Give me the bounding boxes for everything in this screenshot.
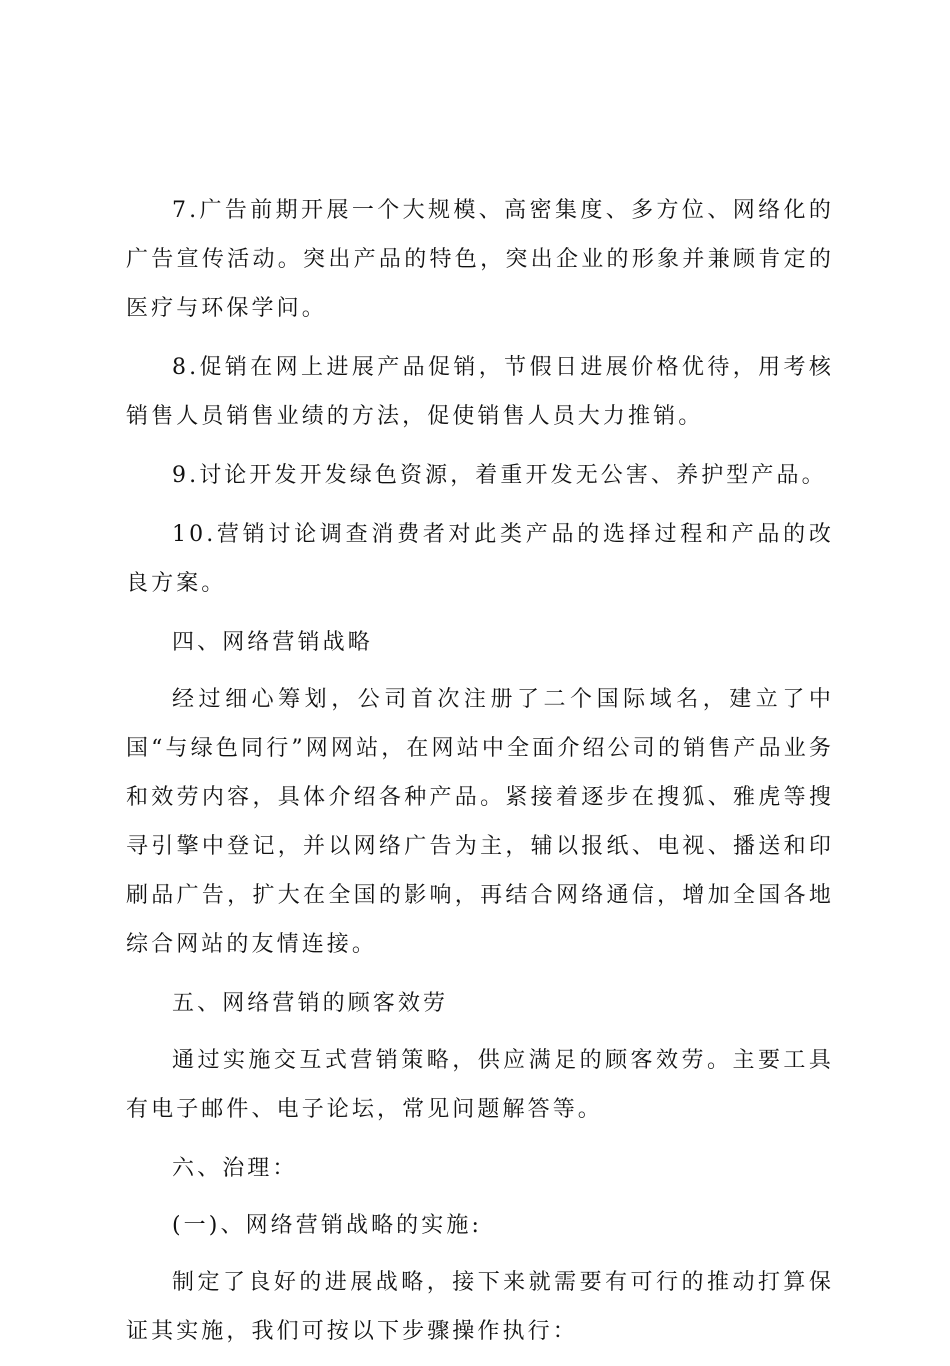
document-body: [126, 186, 834, 1366]
paragraph-network-strategy: 经过细心筹划，公司首次注册了二个国际域名，建立了中国“与绿色同行”网网站，在网站中全面介绍公司的销售产品业务和效劳内容，具体介绍各种产品。紧接着逐步在搜狐、雅虎等搜寻引擎中登记，并以网络广告为主，辅以报纸、电视、播送和印刷品广告，扩大在全国的影响，再结合网络通信，增加全国各地综合网站的友情连接。: [126, 687, 834, 957]
section-heading-customer-service: 五、网络营销的顾客效劳: [172, 991, 449, 1016]
section-heading-network-strategy: 四、网络营销战略: [172, 630, 373, 655]
paragraph-customer-service: 通过实施交互式营销策略，供应满足的顾客效劳。主要工具有电子邮件、电子论坛，常见问题解答等。: [126, 1048, 834, 1122]
paragraph-advertising: 7.广告前期开展一个大规模、高密集度、多方位、网络化的广告宣传活动。突出产品的特色，突出企业的形象并兼顾肯定的医疗与环保学问。: [126, 198, 834, 321]
section-heading-management: 六、治理：: [172, 1156, 298, 1181]
paragraph-research-development: 9.讨论开发开发绿色资源，着重开发无公害、养护型产品。: [172, 463, 827, 488]
paragraph-implementation: 制定了良好的进展战略，接下来就需要有可行的推动打算保证其实施，我们可按以下步骤操作执行：: [126, 1270, 834, 1344]
paragraph-marketing-research: 10.营销讨论调查消费者对此类产品的选择过程和产品的改良方案。: [126, 522, 834, 596]
subsection-heading-implementation: (一)、网络营销战略的实施:: [172, 1213, 482, 1238]
paragraph-promotion: 8.促销在网上进展产品促销，节假日进展价格优待，用考核销售人员销售业绩的方法，促使销售人员大力推销。: [126, 355, 834, 429]
